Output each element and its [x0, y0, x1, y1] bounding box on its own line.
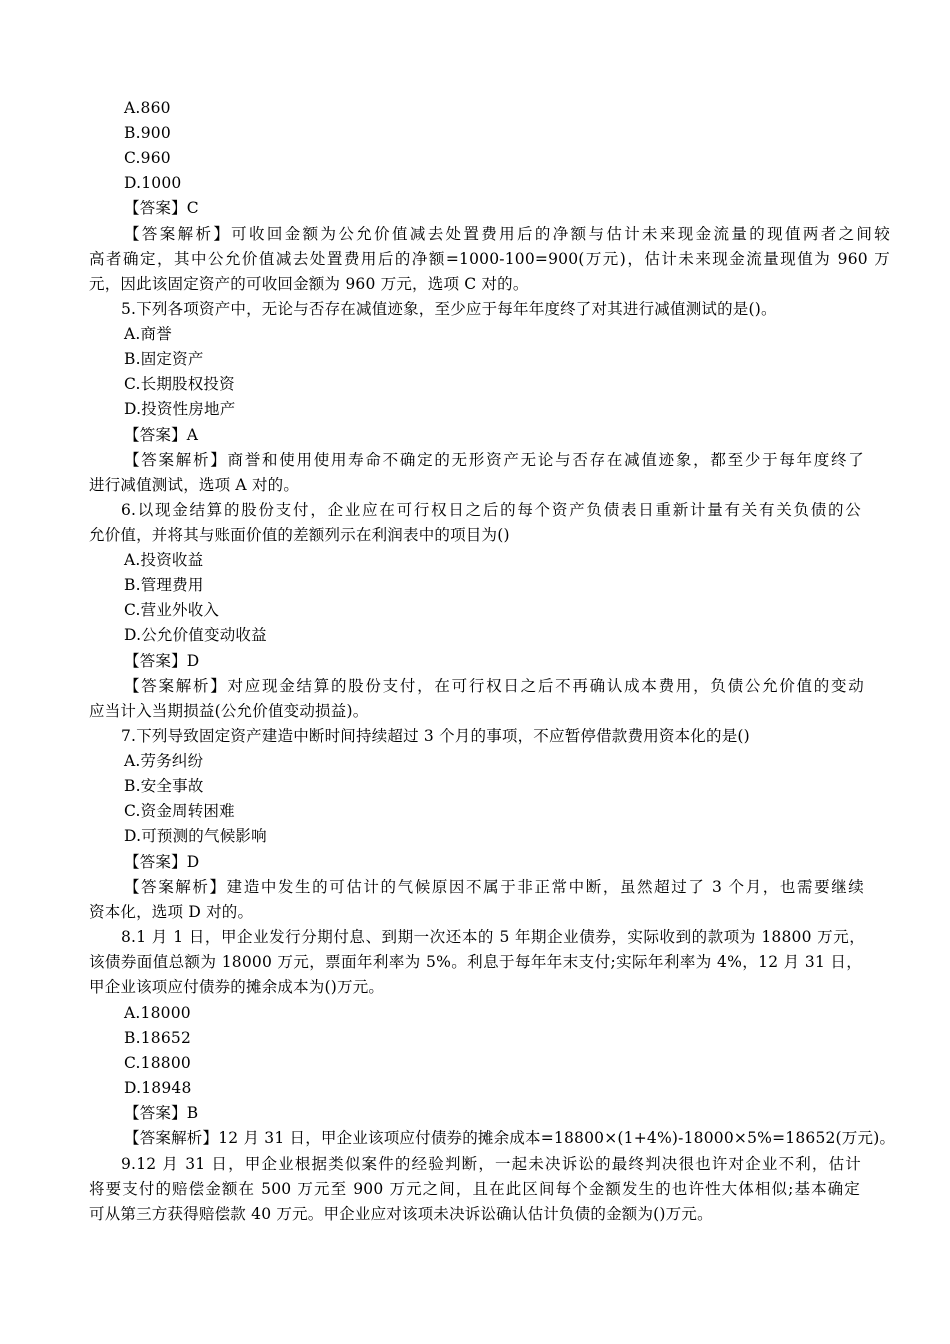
option-line: B.900: [124, 124, 171, 142]
answer-line: 【答案】D: [124, 853, 200, 871]
analysis-line: 资本化，选项 D 对的。: [89, 903, 254, 921]
option-line: B.18652: [124, 1029, 192, 1047]
option-line: A.投资收益: [124, 551, 204, 569]
question-stem: 8.1 月 1 日，甲企业发行分期付息、到期一次还本的 5 年期企业债券，实际收到的款项为 18800 万元，: [121, 928, 865, 946]
question-stem: 9.12 月 31 日，甲企业根据类似案件的经验判断，一起未决诉讼的最终判决很也许对企业不利，估计: [121, 1155, 861, 1173]
option-line: C.资金周转困难: [124, 802, 235, 820]
option-line: D.1000: [124, 174, 182, 192]
question-stem: 甲企业该项应付债券的摊余成本为()万元。: [89, 978, 385, 996]
analysis-line: 【答案解析】12 月 31 日，甲企业该项应付债券的摊余成本=18800×(1+4%)-18000×5%=18652(万元)。: [124, 1129, 896, 1147]
option-line: A.860: [124, 99, 171, 117]
analysis-line: 【答案解析】对应现金结算的股份支付，在可行权日之后不再确认成本费用，负债公允价值的变动: [124, 677, 864, 695]
option-line: B.管理费用: [124, 576, 204, 594]
option-line: C.长期股权投资: [124, 375, 235, 393]
option-line: C.营业外收入: [124, 601, 220, 619]
option-line: B.安全事故: [124, 777, 204, 795]
analysis-line: 进行减值测试，选项 A 对的。: [89, 476, 300, 494]
option-line: D.公允价值变动收益: [124, 626, 267, 644]
answer-line: 【答案】B: [124, 1104, 199, 1122]
option-line: D.18948: [124, 1079, 192, 1097]
answer-line: 【答案】C: [124, 199, 199, 217]
analysis-line: 【答案解析】商誉和使用使用寿命不确定的无形资产无论与否存在减值迹象，都至少于每年度终了: [124, 451, 864, 469]
option-line: A.商誉: [124, 325, 172, 343]
analysis-line: 元，因此该固定资产的可收回金额为 960 万元，选项 C 对的。: [89, 275, 529, 293]
question-stem: 该债券面值总额为 18000 万元，票面年利率为 5%。利息于每年年末支付;实际年利率为 4%，12 月 31 日，: [89, 953, 862, 971]
question-stem: 可从第三方获得赔偿款 40 万元。甲企业应对该项未决诉讼确认估计负债的金额为()万元。: [89, 1205, 713, 1223]
option-line: D.投资性房地产: [124, 400, 236, 418]
answer-line: 【答案】A: [124, 426, 199, 444]
option-line: A.劳务纠纷: [124, 752, 204, 770]
question-stem: 7.下列导致固定资产建造中断时间持续超过 3 个月的事项，不应暂停借款费用资本化的是(): [121, 727, 750, 745]
question-stem: 6.以现金结算的股份支付，企业应在可行权日之后的每个资产负债表日重新计量有关有关负债的公: [121, 501, 861, 519]
question-stem: 允价值，并将其与账面价值的差额列示在利润表中的项目为(): [89, 526, 510, 544]
answer-line: 【答案】D: [124, 652, 200, 670]
question-stem: 5.下列各项资产中，无论与否存在减值迹象，至少应于每年年度终了对其进行减值测试的是()。: [121, 300, 777, 318]
analysis-line: 【答案解析】可收回金额为公允价值减去处置费用后的净额与估计未来现金流量的现值两者之间较: [124, 225, 890, 243]
option-line: D.可预测的气候影响: [124, 827, 267, 845]
option-line: A.18000: [124, 1004, 191, 1022]
analysis-line: 高者确定，其中公允价值减去处置费用后的净额=1000-100=900(万元)，估计未来现金流量现值为 960 万: [89, 250, 890, 268]
option-line: B.固定资产: [124, 350, 204, 368]
option-line: C.960: [124, 149, 171, 167]
question-stem: 将要支付的赔偿金额在 500 万元至 900 万元之间，且在此区间每个金额发生的也许性大体相似;基本确定: [89, 1180, 860, 1198]
analysis-line: 应当计入当期损益(公允价值变动损益)。: [89, 702, 369, 720]
option-line: C.18800: [124, 1054, 191, 1072]
analysis-line: 【答案解析】建造中发生的可估计的气候原因不属于非正常中断，虽然超过了 3 个月，也需要继续: [124, 878, 864, 896]
